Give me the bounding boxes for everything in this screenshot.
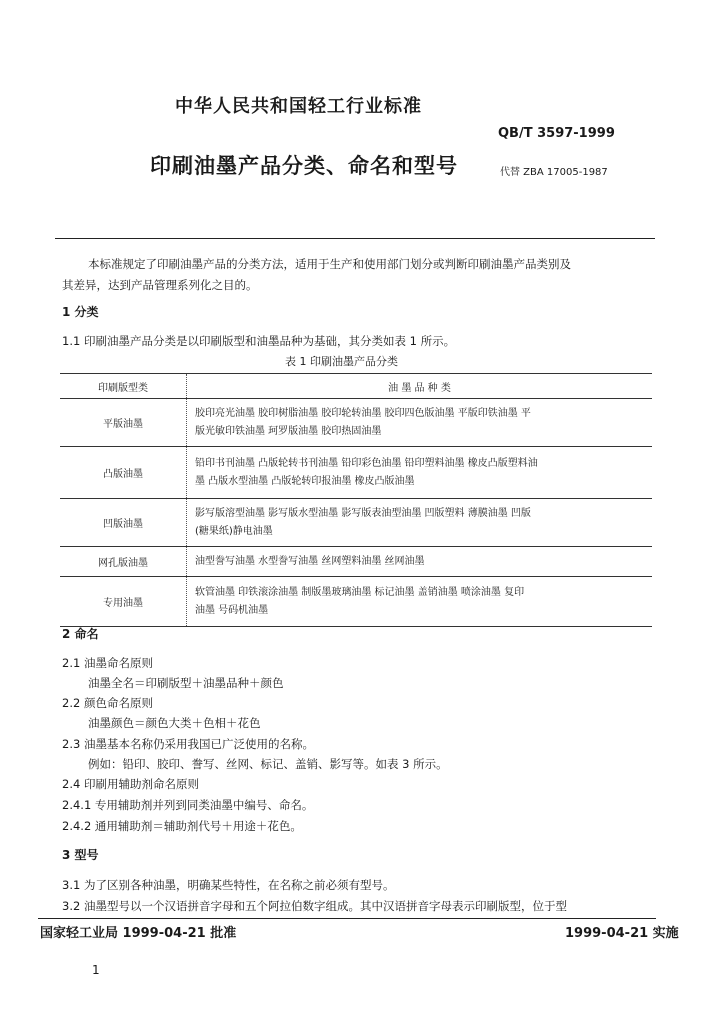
table-cell-category: 专用油墨 xyxy=(60,577,187,627)
replaces-note: 代替 ZBA 17005-1987 xyxy=(500,167,608,178)
table-cell-varieties xyxy=(187,577,653,627)
table-row xyxy=(60,447,652,499)
table-cell-category: 凸版油墨 xyxy=(60,447,187,499)
effective-date: 1999-04-21 实施 xyxy=(565,926,679,941)
section-3-heading: 3 型号 xyxy=(62,848,99,862)
document-title: 印刷油墨产品分类、命名和型号 xyxy=(150,154,458,178)
intro-line-2: 其差异，达到产品管理系列化之目的。 xyxy=(62,278,258,292)
variety-line: 版光敏印铁油墨 珂罗版油墨 胶印热固油墨 xyxy=(195,425,382,437)
variety-line: 胶印亮光油墨 胶印树脂油墨 胶印轮转油墨 胶印四色版油墨 平版印铁油墨 平 xyxy=(195,407,531,419)
table-cell-category: 网孔版油墨 xyxy=(60,547,187,577)
clause-2-1: 2.1 油墨命名原则 xyxy=(62,656,153,670)
clause-2-3: 2.3 油墨基本名称仍采用我国已广泛使用的名称。 xyxy=(62,737,314,751)
table-header-row xyxy=(60,374,652,399)
footer-divider xyxy=(38,918,656,919)
table-cell-varieties xyxy=(187,399,653,447)
variety-line: 油型誊写油墨 水型誊写油墨 丝网塑料油墨 丝网油墨 xyxy=(195,555,425,567)
clause-2-4: 2.4 印刷用辅助剂命名原则 xyxy=(62,777,199,791)
table-cell-category: 平版油墨 xyxy=(60,399,187,447)
standard-body-title: 中华人民共和国轻工行业标准 xyxy=(175,96,422,117)
clause-2-2: 2.2 颜色命名原则 xyxy=(62,696,153,710)
approval-date: 国家轻工业局 1999-04-21 批准 xyxy=(40,926,237,941)
classification-table xyxy=(60,373,652,627)
clause-2-4-1: 2.4.1 专用辅助剂并列到同类油墨中编号、命名。 xyxy=(62,798,314,812)
clause-2-4-2: 2.4.2 通用辅助剂＝辅助剂代号＋用途＋花色。 xyxy=(62,819,302,833)
table-row xyxy=(60,399,652,447)
variety-line: 墨 凸版水型油墨 凸版轮转印报油墨 橡皮凸版油墨 xyxy=(195,475,415,487)
clause-1-1: 1.1 印刷油墨产品分类是以印刷版型和油墨品种为基础，其分类如表 1 所示。 xyxy=(62,334,456,348)
variety-line: 软管油墨 印铁滚涂油墨 制版墨玻璃油墨 标记油墨 盖销油墨 喷涂油墨 复印 xyxy=(195,586,525,598)
table-caption: 表 1 印刷油墨产品分类 xyxy=(285,355,398,368)
table-header-varieties: 油 墨 品 种 类 xyxy=(187,374,653,399)
section-1-heading: 1 分类 xyxy=(62,305,99,319)
variety-line: 油墨 号码机油墨 xyxy=(195,604,269,616)
clause-2-1-body: 油墨全名＝印刷版型＋油墨品种＋颜色 xyxy=(88,676,284,690)
standard-code: QB/T 3597-1999 xyxy=(498,126,615,141)
table-row xyxy=(60,499,652,547)
clause-2-3-body: 例如：铅印、胶印、誊写、丝网、标记、盖销、影写等。如表 3 所示。 xyxy=(88,757,448,771)
table-cell-varieties xyxy=(187,499,653,547)
table-row xyxy=(60,547,652,577)
variety-line: (糖果纸)静电油墨 xyxy=(195,525,273,537)
table-cell-varieties xyxy=(187,547,653,577)
intro-line-1: 本标准规定了印刷油墨产品的分类方法，适用于生产和使用部门划分或判断印刷油墨产品类别及 xyxy=(88,257,571,271)
table-cell-category: 凹版油墨 xyxy=(60,499,187,547)
table-row xyxy=(60,577,652,627)
clause-3-2: 3.2 油墨型号以一个汉语拼音字母和五个阿拉伯数字组成。其中汉语拼音字母表示印刷版型，位于型 xyxy=(62,899,567,913)
clause-2-2-body: 油墨颜色＝颜色大类＋色相＋花色 xyxy=(88,716,261,730)
page-number: 1 xyxy=(92,963,100,977)
variety-line: 影写版溶型油墨 影写版水型油墨 影写版表油型油墨 凹版塑料 薄膜油墨 凹版 xyxy=(195,507,531,519)
table-cell-varieties xyxy=(187,447,653,499)
variety-line: 铅印书刊油墨 凸版轮转书刊油墨 铅印彩色油墨 铅印塑料油墨 橡皮凸版塑料油 xyxy=(195,457,538,469)
section-2-heading: 2 命名 xyxy=(62,627,99,641)
table-header-category: 印刷版型类 xyxy=(60,374,187,399)
header-divider xyxy=(55,238,655,239)
clause-3-1: 3.1 为了区别各种油墨，明确某些特性，在名称之前必须有型号。 xyxy=(62,878,395,892)
